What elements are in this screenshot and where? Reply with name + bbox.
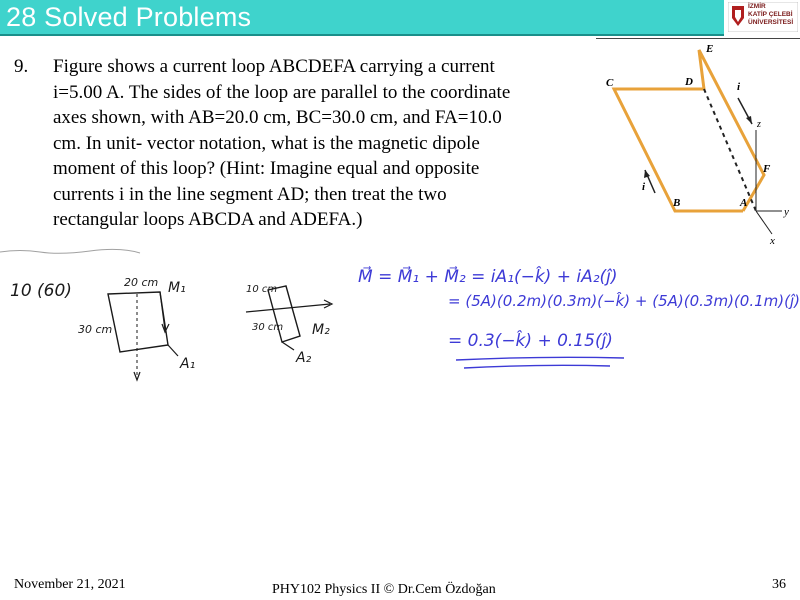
problem-line: currents i in the line segment AD; then treat the two <box>53 183 447 205</box>
problem-statement <box>53 54 598 233</box>
title-bar <box>0 0 724 36</box>
label-f: F <box>763 163 771 175</box>
footer-course: PHY102 Physics II © Dr.Cem Özdoğan <box>272 582 496 597</box>
sketch2-dim-side: 30 cm <box>252 322 284 333</box>
label-a: A <box>740 197 748 209</box>
label-x: x <box>770 235 775 247</box>
x-axis <box>756 211 772 234</box>
problem-reference: 10 (60) <box>10 281 72 301</box>
label-z: z <box>757 119 761 130</box>
footer-date: November 21, 2021 <box>14 577 126 592</box>
sketch2-moment: M₂ <box>312 322 330 338</box>
equation-line-3: = 0.3(−k̂) + 0.15(ĵ) <box>448 331 613 351</box>
label-d: D <box>685 76 693 88</box>
problem-number: 9. <box>14 56 29 77</box>
loop-path <box>614 50 764 211</box>
answer-underline <box>464 365 610 368</box>
problem-line: rectangular loops ABCDA and ADEFA.) <box>53 209 363 230</box>
sketch1-area: A₁ <box>180 356 196 372</box>
logo-line: İZMİR <box>748 3 766 10</box>
label-c: C <box>606 77 614 89</box>
label-b: B <box>673 197 681 209</box>
equation-line-2: = (5A)(0.2m)(0.3m)(−k̂) + (5A)(0.3m)(0.1m)(ĵ) <box>448 292 800 310</box>
label-current-top: i <box>737 81 741 93</box>
label-y: y <box>784 206 789 218</box>
current-loop-figure <box>598 38 800 250</box>
problem-line: axes shown, with AB=20.0 cm, BC=30.0 cm, and FA=10.0 <box>53 107 502 128</box>
problem-line: i=5.00 A. The sides of the loop are parallel to the coordinate <box>53 81 511 103</box>
sketch1-dim-top: 20 cm <box>124 276 159 289</box>
page-number: 36 <box>772 577 786 592</box>
problem-line: cm. In unit- vector notation, what is the magnetic dipole <box>53 132 480 154</box>
problem-line: Figure shows a current loop ABCDEFA carrying a current <box>53 56 495 77</box>
answer-underline <box>456 357 624 360</box>
logo-line: ÜNİVERSİTESİ <box>748 19 794 26</box>
logo-line: KATİP ÇELEBİ <box>748 11 793 18</box>
sketch2-area: A₂ <box>296 350 312 366</box>
problem-line: moment of this loop? (Hint: Imagine equal and opposite <box>53 158 480 179</box>
university-logo-text <box>748 3 800 27</box>
equation-line-1: M⃗ = M⃗₁ + M⃗₂ = iA₁(−k̂) + iA₂(ĵ) <box>358 267 618 287</box>
sketch1-dim-side: 30 cm <box>78 323 113 336</box>
handwritten-solution <box>0 240 800 390</box>
sketch1-moment: M₁ <box>168 280 186 296</box>
label-e: E <box>706 43 714 55</box>
label-current-left: i <box>642 181 646 193</box>
sketch2-dim-top: 10 cm <box>246 284 278 295</box>
slide-title: 28 Solved Problems <box>6 2 252 32</box>
